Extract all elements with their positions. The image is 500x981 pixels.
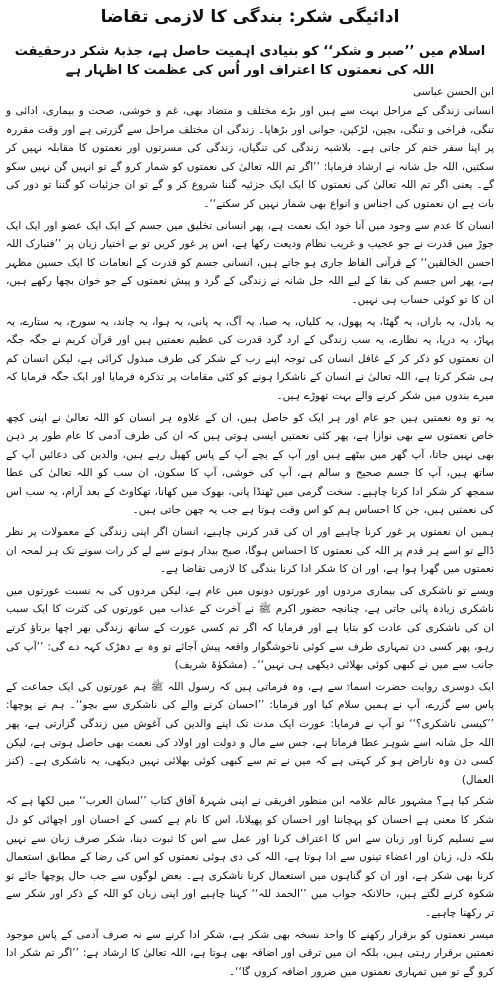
article-subtitle: اسلام میں ’’صبر و شکر‘‘ کو بنیادی اہمیت حاصل ہے، جذبۂ شکر درحقیقت اللہ کی نعمتوں کا اعتراف اور اُس کی عظمت کا اظہار ہے: [14, 44, 486, 78]
article-paragraph: ہمیں ان نعمتوں پر غور کرنا چاہیے اور ان کی قدر کرنی چاہیے، انسان اگر اپنی زندگی کے معمولات پر نظر ڈالے تو اسے ہر قدم پر اللہ کی نعمتوں کا احساس ہوگا، صبح بیدار ہونے سے لے کر رات سونے تک ہر لمحہ ان نعمتوں میں گھرا ہوا ہے، اور ان کا شکر ادا کرنا بندگی کا لازمی تقاضا ہے۔: [6, 526, 494, 576]
article-paragraph: انسانی زندگی کے مراحل بہت سے ہیں اور بڑے مختلف و متضاد بھی، غم و خوشی، صحت و بیماری، ادائی و تنگی، فراخی و تنگی، بچپن، لڑکپن، جوانی اور بڑھاپا۔ زندگی ان مختلف مراحل سے گزرتی ہے اور وقت مقررہ پر اپنا سفر ختم کر جاتی ہے۔ بلاشبہ زندگی کی تنگیاں، زندگی کی مسرتوں اور نعمتوں کا مقابلہ نہیں کر سکتیں، اللہ جل شانہ نے ارشاد فرمایا: ’’اگر تم اللہ تعالیٰ کی نعمتوں کو شمار کرو گے تو انہیں گن نہیں سکو گے۔ یعنی اگر تم اللہ تعالیٰ کی نعمتوں کا ایک ایک جزئیہ گننا شروع کر و گے تو ان جزئیات کو گننا تو دور کی بات ہے ان نعمتوں کی اجناس و انواع بھی شمار نہیں کر سکتے‘‘۔: [6, 105, 494, 210]
article-paragraph: ویسے تو ناشکری کی بیماری مردوں اور عورتوں دونوں میں عام ہے، لیکن مردوں کی بہ نسبت عورتوں میں ناشکری زیادہ پائی جاتی ہے، چنانچہ حضور اکرم ﷺ نے آخرت کے عذاب میں عورتوں کی کثرت کا ایک سبب ان کی ناشکری کی عادت کو بتایا ہے اور فرمایا کہ اگر تم کسی عورت کے ساتھ زندگی بھر اچھا برتاؤ کرتے رہو، پھر کسی دن تمہاری طرف سے کوئی ناخوشگوار واقعہ پیش آجائے تو وہ بے دھڑک کہہ دے گی: ’’آپ کی جانب سے میں نے کبھی کوئی بھلائی دیکھی ہی نہیں‘‘۔ (مشکوٰۃ شریف): [6, 584, 494, 672]
article-paragraph: میسر نعمتوں کو برقرار رکھنے کا واحد نسخہ بھی شکر ہے، شکر ادا کرنے سے نہ صرف آدمی کے پاس موجود نعمتیں برقرار رہتی ہیں، بلکہ ان میں ترقی اور اضافہ بھی ہوتا ہے، اللہ تعالیٰ کا ارشاد ہے: ’’اگر تم شکر ادا کرو گے تو میں تمہاری نعمتوں میں ضرور اضافہ کروں گا‘‘۔: [6, 928, 494, 978]
article-author: ابن الحسن عباسی: [413, 86, 494, 98]
article-paragraph: یہ تو وہ نعمتیں ہیں جو عام اور ہر ایک کو حاصل ہیں، ان کے علاوہ ہر انسان کو اللہ تعالیٰ نے اپنی کچھ خاص نعمتوں سے بھی نوازا ہے، پھر کئی نعمتیں ایسی ہوتی ہیں کہ ان کی طرف آدمی کا عام طور پر ذہن بھی نہیں جاتا، آپ گھر میں بیٹھے ہیں اور آپ کے بچے آپ کے پاس کھیل رہے ہیں، والدین کی دعائیں آپ کے ساتھ ہیں، آپ کا جسم صحیح و سالم ہے، آپ کی خوشی، آپ کا سکون، ان سب کو اللہ تعالیٰ کی عطا سمجھ کر شکر ادا کرنا چاہیے۔ سخت گرمی میں ٹھنڈا پانی، بھوک میں کھانا، تھکاوٹ کے بعد آرام، یہ سب اس کی نعمتیں ہیں، جن کا احساس ہم کو اس وقت ہوتا ہے جب یہ چھن جاتی ہیں۔: [6, 411, 494, 517]
article-paragraph: ایک دوسری روایت حضرت اسماءؓ سے ہے، وہ فرماتی ہیں کہ رسول اللہ ﷺ ہم عورتوں کی ایک جماعت کے پاس سے گزرے، آپ نے ہمیں سلام کیا اور فرمایا: ’’احسان کرنے والے کی ناشکری سے بچو‘‘۔ ہم نے پوچھا: ’’کیسی ناشکری؟‘‘ تو آپ نے فرمایا: عورت ایک مدت تک اپنے والدین کی آغوش میں زندگی گزارتی ہے، پھر اللہ جل شانہ اسے شوہر عطا فرماتا ہے، جس سے مال و دولت اور اولاد کی نعمت بھی حاصل ہوتی ہے، لیکن کسی دن وہ ناراض ہو کر کہتی ہے کہ میں نے تم سے کبھی کوئی بھلائی نہیں دیکھی، یہ ناشکری ہے۔ (کنز العمال): [6, 680, 494, 786]
article-paragraph: انسان کا عدم سے وجود میں آنا خود ایک نعمت ہے، پھر انسانی تخلیق میں جسم کے ایک ایک عضو اور ایک ایک جوڑ میں قدرت نے جو عجیب و غریب نظام ودیعت رکھا ہے، اس پر غور کریں تو بے اختیار زبان پر ’’فتبارک اللہ احسن الخالقین‘‘ کے قرآنی الفاظ جاری ہو جاتے ہیں، انسانی جسم کو قدرت کے انعامات کا ایک حسین مظہر ہے، پھر اس جسم کی بقا کے لیے اللہ جل شانہ نے زندگی کے گرد و پیش نعمتوں کے جو خوان بچھا رکھے ہیں، ان کا تو کوئی حساب ہی نہیں۔: [6, 219, 494, 306]
article-paragraph: یہ بادل، یہ باراں، یہ گھٹا، یہ پھول، یہ کلیاں، یہ صبا، یہ آگ، یہ پانی، یہ ہوا، یہ چاند، یہ سورج، یہ ستارے، یہ پہاڑ، یہ دریا، یہ نظارے، یہ سب زندگی کے ارد گرد قدرت کی عظیم نعمتیں ہیں اور قرآن کریم نے جگہ جگہ ان نعمتوں کو ذکر کر کے غافل انسان کی توجہ اپنے رب کے شکر کی طرف مبذول کرائی ہے، لیکن انسان کم ہی شکر کرتا ہے، اللہ تعالیٰ نے انسان کے ناشکرا ہونے کو کئی مقامات پر تذکرہ فرمایا اور ایک جگہ فرمایا کہ میرے بندوں میں شکر کرنے والے بہت تھوڑے ہیں۔: [6, 315, 494, 402]
article-paragraph: شکر کیا ہے؟ مشہور عالم علامہ ابن منظور افریقی نے اپنی شہرۂ آفاق کتاب ’’لسان العرب‘‘ میں لکھا ہے کہ شکر کا معنی ہے احسان کو پہچاننا اور احسان کو پھیلانا، اس کا نام ہے کسی کے احسان اور اچھائی کو دل سے تسلیم کرنا اور زبان سے اس کا اعتراف کرنا اور عمل سے اس کا ثبوت دینا، شکر صرف زبان سے نہیں بلکہ دل، زبان اور اعضاء تینوں سے ادا ہوتا ہے، اللہ کی دی ہوئی نعمتوں کو اس کی رضا کے مطابق استعمال کرنا بھی شکر ہے، اور ان کو گناہوں میں استعمال کرنا ناشکری ہے۔ بعض لوگوں سے جب حال پوچھا جائے تو شکوہ کرنے لگتے ہیں، حالانکہ جواب میں ’’الحمد للہ‘‘ کہنا چاہیے اور اپنی زبان کو اللہ کے ذکر اور شکر سے تر رکھنا چاہیے۔: [6, 795, 494, 919]
article-title: ادائیگی شکر: بندگی کا لازمی تقاضا: [100, 7, 400, 27]
